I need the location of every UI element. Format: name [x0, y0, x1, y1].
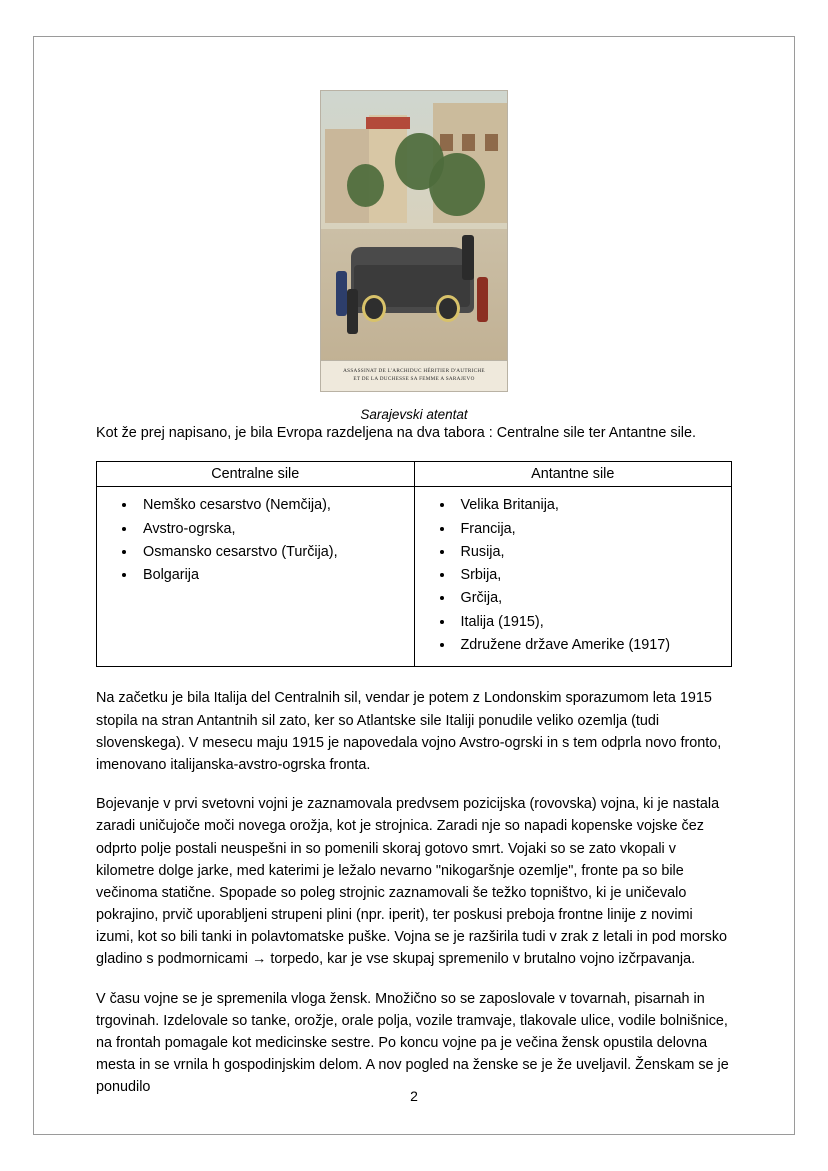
page-number: 2	[410, 1088, 418, 1104]
figure-sarajevo-assassination	[96, 90, 732, 422]
central-powers-list	[103, 494, 408, 587]
illustration-title-band	[321, 360, 507, 391]
list-item: • Srbija,	[455, 564, 726, 587]
powers-table	[96, 461, 732, 667]
list-item: • Rusija,	[455, 541, 726, 564]
illustration-image	[320, 90, 508, 392]
list-item: • Grčija,	[455, 587, 726, 610]
table-cell-central-powers	[97, 487, 415, 667]
illustration-title-line2: ET DE LA DUCHESSE SA FEMME A SARAJEVO	[353, 376, 475, 382]
paragraph-italy-entry: Na začetku je bila Italija del Centralnih sil, vendar je potem z Londonskim sporazumom leta 1915 stopila na stran Antantnih sil zato, ker so Atlantske sile Italiji ponudile veliko ozemlja (tudi slovenskega). V mesecu maju 1915 je napovedala vojno Avstro-ogrski in s tem odprla novo fronto, imenovano italijanska-avstro-ogrska fronta.	[96, 690, 722, 773]
list-item: • Osmansko cesarstvo (Turčija),	[137, 541, 408, 564]
table-header-central-powers: Centralne sile	[97, 462, 415, 487]
table-header-entente-powers: Antantne sile	[414, 462, 732, 487]
illustration-figure-bystander	[336, 271, 347, 316]
list-item: • Bolgarija	[137, 564, 408, 587]
intro-paragraph: Kot že prej napisano, je bila Evropa razdeljena na dva tabora : Centralne sile ter Antantne sile.	[96, 425, 696, 441]
entente-powers-list	[421, 494, 726, 657]
tree	[347, 164, 384, 207]
illustration-car-wheel	[362, 295, 386, 322]
list-item: • Avstro-ogrska,	[137, 518, 408, 541]
list-item: • Združene države Amerike (1917)	[455, 634, 726, 657]
page-content	[96, 62, 732, 1115]
list-item: • Italija (1915),	[455, 611, 726, 634]
table-row	[97, 487, 732, 667]
illustration-figure-assassin	[462, 235, 473, 280]
illustration-title-line1: ASSASSINAT DE L'ARCHIDUC HÉRITIER D'AUTRICHE	[343, 368, 485, 375]
list-item: • Velika Britanija,	[455, 494, 726, 517]
table-cell-entente-powers	[414, 487, 732, 667]
paragraph-women-role: V času vojne se je spremenila vloga žensk. Množično so se zaposlovale v tovarnah, pisarnah in trgovinah. Izdelovale so tanke, orožje, orale polja, vozile tramvaje, tlakovale ulice, vodile bolnišnice, na frontah pomagale kot medicinske sestre. Po koncu vojne pa je večina žensk opustila delovna mesta in se vrnila h gospodinjskim delom. A nov pogled na ženske se je že uveljavil. Ženskam se je ponudilo	[96, 990, 729, 1096]
tree	[429, 153, 485, 216]
list-item: • Francija,	[455, 518, 726, 541]
table-header-row	[97, 462, 732, 487]
figure-caption: Sarajevski atentat	[360, 407, 468, 422]
illustration-figure-bystander	[347, 289, 358, 334]
illustration-figure-bystander	[477, 277, 488, 322]
paragraph-trench-warfare: Bojevanje v prvi svetovni vojni je zaznamovala predvsem pozicijska (rovovska) vojna, ki je nastala zaradi uničujoče moči novega orožja, kot je strojnica. Zaradi nje so napadi kopenske vojske čez odprto polje postali neuspešni in so pomenili skoraj gotovo smrt. Vojaki so se zato vkopali v kilometre dolge jarke, med katerimi je ležalo nevarno "nikogaršnje ozemlje", fronte pa so bile večinoma statične. Spopade so poleg strojnic zaznamovali še težko topništvo, ki je uničevalo pokrajino, prvič uporabljeni strupeni plini (npr. iperit), ter poskusi preboja frontne linije z novimi izumi, kot so bili tanki in polavtomatske puške. Vojna se je razširila tudi v zrak z letali in pod morsko gladino s podmornicami → torpedo, kar je vse skupaj spremenilo v brutalno vojno izčrpavanja.	[96, 796, 728, 968]
list-item: • Nemško cesarstvo (Nemčija),	[137, 494, 408, 517]
